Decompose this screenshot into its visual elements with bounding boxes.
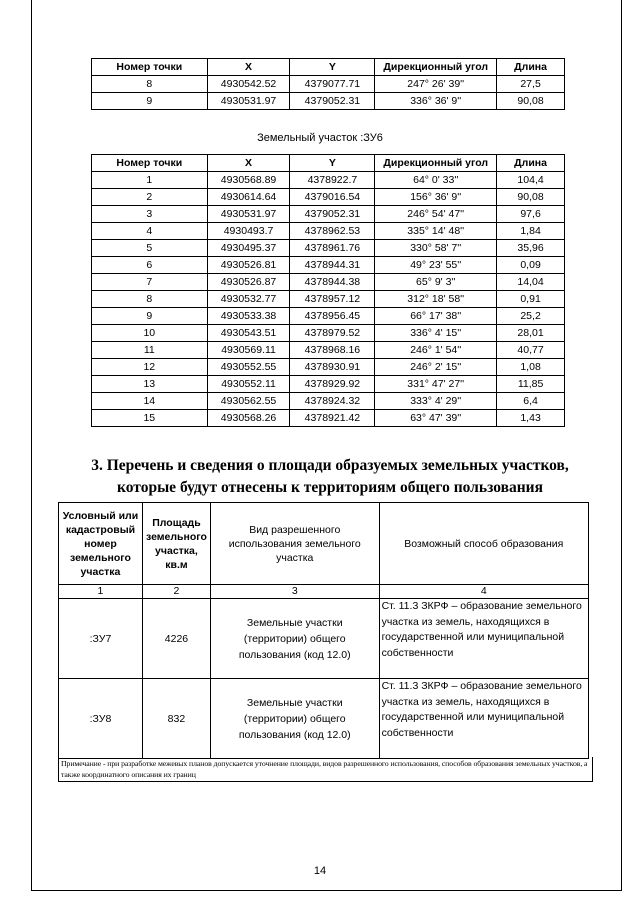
length: 40,77 xyxy=(497,342,565,359)
length: 104,4 xyxy=(497,172,565,189)
x-coord: 4930552.11 xyxy=(207,376,290,393)
x-coord: 4930568.89 xyxy=(207,172,290,189)
table-row xyxy=(92,291,565,308)
table-row xyxy=(92,308,565,325)
bearing: 156° 36' 9'' xyxy=(375,189,497,206)
parcel-area: 4226 xyxy=(142,599,210,679)
frame-right-line xyxy=(621,0,622,30)
header-length: Длина xyxy=(497,155,565,172)
y-coord: 4378956.45 xyxy=(290,308,375,325)
col-number: 1 xyxy=(59,585,143,599)
x-coord: 4930531.97 xyxy=(207,206,290,223)
point-number: 8 xyxy=(92,291,208,308)
y-coord: 4378961.76 xyxy=(290,240,375,257)
header-bearing: Дирекционный угол xyxy=(375,59,497,76)
bearing: 66° 17' 38'' xyxy=(375,308,497,325)
table-row xyxy=(92,342,565,359)
table-row xyxy=(92,206,565,223)
length: 90,08 xyxy=(497,189,565,206)
y-coord: 4378979.52 xyxy=(290,325,375,342)
section-title-line1: 3. Перечень и сведения о площади образуемых земельных участков, xyxy=(91,457,569,474)
table-row xyxy=(59,599,589,679)
point-number: 13 xyxy=(92,376,208,393)
table-row xyxy=(92,393,565,410)
x-coord: 4930526.87 xyxy=(207,274,290,291)
table-row xyxy=(59,679,589,759)
parcel-method: Ст. 11.3 ЗКРФ – образование земельного участка из земель, находящихся в государственной или муниципальной собственности xyxy=(379,679,588,759)
point-number: 9 xyxy=(92,93,208,110)
table-row xyxy=(92,189,565,206)
y-coord: 4379077.71 xyxy=(290,76,375,93)
table-row xyxy=(92,93,565,110)
length: 0,91 xyxy=(497,291,565,308)
table-row xyxy=(92,325,565,342)
bearing: 247° 26' 39'' xyxy=(375,76,497,93)
x-coord: 4930493.7 xyxy=(207,223,290,240)
x-coord: 4930543.51 xyxy=(207,325,290,342)
table-row xyxy=(92,76,565,93)
length: 35,96 xyxy=(497,240,565,257)
table-row xyxy=(92,172,565,189)
bearing: 336° 4' 15'' xyxy=(375,325,497,342)
parcel-area: 832 xyxy=(142,679,210,759)
length: 6,4 xyxy=(497,393,565,410)
coordinates-table-continued xyxy=(91,58,565,110)
point-number: 11 xyxy=(92,342,208,359)
bearing: 63° 47' 39'' xyxy=(375,410,497,427)
bearing: 65° 9' 3'' xyxy=(375,274,497,291)
length: 1,84 xyxy=(497,223,565,240)
point-number: 8 xyxy=(92,76,208,93)
x-coord: 4930614.64 xyxy=(207,189,290,206)
public-parcels-table xyxy=(58,502,589,759)
y-coord: 4379016.54 xyxy=(290,189,375,206)
header-y-coord: Y xyxy=(290,155,375,172)
length: 1,08 xyxy=(497,359,565,376)
bearing: 64° 0' 33'' xyxy=(375,172,497,189)
point-number: 6 xyxy=(92,257,208,274)
y-coord: 4378968.16 xyxy=(290,342,375,359)
coordinates-table-zu6 xyxy=(91,154,565,427)
parcel-method: Ст. 11.3 ЗКРФ – образование земельного участка из земель, находящихся в государственной или муниципальной собственности xyxy=(379,599,588,679)
parcel-use: Земельные участки (территории) общего пользования (код 12.0) xyxy=(210,599,379,679)
table-row xyxy=(92,410,565,427)
bearing: 331° 47' 27'' xyxy=(375,376,497,393)
length: 14,04 xyxy=(497,274,565,291)
y-coord: 4379052.31 xyxy=(290,206,375,223)
parcel-use: Земельные участки (территории) общего пользования (код 12.0) xyxy=(210,679,379,759)
length: 27,5 xyxy=(497,76,565,93)
y-coord: 4378944.31 xyxy=(290,257,375,274)
x-coord: 4930531.97 xyxy=(207,93,290,110)
table-header-row xyxy=(92,155,565,172)
header-y-coord: Y xyxy=(290,59,375,76)
bearing: 246° 2' 15'' xyxy=(375,359,497,376)
x-coord: 4930526.81 xyxy=(207,257,290,274)
point-number: 2 xyxy=(92,189,208,206)
bearing: 312° 18' 58'' xyxy=(375,291,497,308)
point-number: 3 xyxy=(92,206,208,223)
x-coord: 4930552.55 xyxy=(207,359,290,376)
y-coord: 4378944.38 xyxy=(290,274,375,291)
header-x-coord: X xyxy=(207,155,290,172)
bearing: 49° 23' 55'' xyxy=(375,257,497,274)
table-row xyxy=(92,257,565,274)
y-coord: 4378957.12 xyxy=(290,291,375,308)
table-row xyxy=(92,274,565,291)
y-coord: 4378929.92 xyxy=(290,376,375,393)
page-number: 14 xyxy=(313,865,327,877)
point-number: 9 xyxy=(92,308,208,325)
table-row xyxy=(92,359,565,376)
point-number: 5 xyxy=(92,240,208,257)
parcel-id: :ЗУ8 xyxy=(59,679,143,759)
header-area: Площадь земельного участка, кв.м xyxy=(142,503,210,585)
y-coord: 4378962.53 xyxy=(290,223,375,240)
bearing: 333° 4' 29'' xyxy=(375,393,497,410)
x-coord: 4930533.38 xyxy=(207,308,290,325)
x-coord: 4930495.37 xyxy=(207,240,290,257)
header-bearing: Дирекционный угол xyxy=(375,155,497,172)
y-coord: 4378922.7 xyxy=(290,172,375,189)
header-permitted-use: Вид разрешенного использования земельного участка xyxy=(210,503,379,585)
header-formation-method: Возможный способ образования xyxy=(379,503,588,585)
point-number: 10 xyxy=(92,325,208,342)
length: 97,6 xyxy=(497,206,565,223)
bearing: 246° 54' 47'' xyxy=(375,206,497,223)
point-number: 1 xyxy=(92,172,208,189)
point-number: 12 xyxy=(92,359,208,376)
table-row xyxy=(92,223,565,240)
point-number: 7 xyxy=(92,274,208,291)
length: 0,09 xyxy=(497,257,565,274)
point-number: 15 xyxy=(92,410,208,427)
length: 1,43 xyxy=(497,410,565,427)
x-coord: 4930568.26 xyxy=(207,410,290,427)
header-parcel-number: Условный или кадастровый номер земельного участка xyxy=(59,503,143,585)
point-number: 4 xyxy=(92,223,208,240)
x-coord: 4930532.77 xyxy=(207,291,290,308)
frame-left-line xyxy=(31,0,32,30)
table-row xyxy=(92,376,565,393)
x-coord: 4930562.55 xyxy=(207,393,290,410)
parcel-caption: Земельный участок :ЗУ6 xyxy=(257,132,383,144)
table-note: Примечание - при разработке межевых планов допускается уточнение площади, видов разрешенного использования, способов образования земельных участков, а также координатного описания их границ xyxy=(58,757,593,782)
bearing: 335° 14' 48'' xyxy=(375,223,497,240)
length: 25,2 xyxy=(497,308,565,325)
header-length: Длина xyxy=(497,59,565,76)
col-number: 4 xyxy=(379,585,588,599)
bearing: 330° 58' 7'' xyxy=(375,240,497,257)
x-coord: 4930542.52 xyxy=(207,76,290,93)
y-coord: 4379052.31 xyxy=(290,93,375,110)
bearing: 336° 36' 9'' xyxy=(375,93,497,110)
length: 90,08 xyxy=(497,93,565,110)
table-row xyxy=(92,240,565,257)
col-number: 2 xyxy=(142,585,210,599)
y-coord: 4378924.32 xyxy=(290,393,375,410)
length: 28,01 xyxy=(497,325,565,342)
y-coord: 4378921.42 xyxy=(290,410,375,427)
parcel-id: :ЗУ7 xyxy=(59,599,143,679)
length: 11,85 xyxy=(497,376,565,393)
header-point-number: Номер точки xyxy=(92,155,208,172)
point-number: 14 xyxy=(92,393,208,410)
header-point-number: Номер точки xyxy=(92,59,208,76)
col-number: 3 xyxy=(210,585,379,599)
x-coord: 4930569.11 xyxy=(207,342,290,359)
header-x-coord: X xyxy=(207,59,290,76)
bearing: 246° 1' 54'' xyxy=(375,342,497,359)
section-title-line2: которые будут отнесены к территориям общего пользования xyxy=(117,479,543,496)
y-coord: 4378930.91 xyxy=(290,359,375,376)
table-header-row xyxy=(92,59,565,76)
